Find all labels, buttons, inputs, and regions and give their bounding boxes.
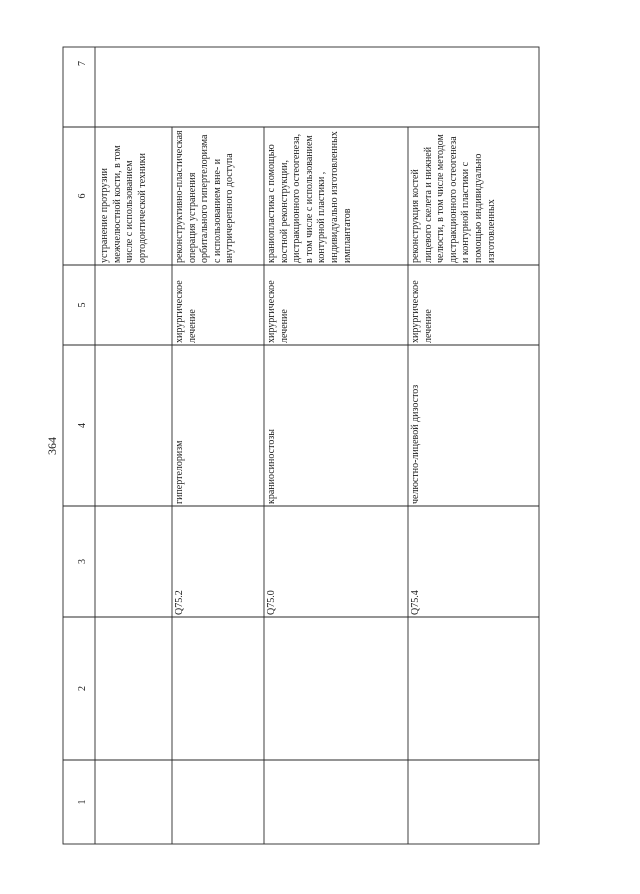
row-3-diagnosis: краниосиностозы [266, 429, 277, 504]
header-col-5: 5 [77, 302, 88, 308]
header-col-6: 6 [77, 193, 88, 199]
page-number: 364 [45, 437, 59, 455]
row-1-method: устранение протрузии межчелюстной кости, в том числе с использованием ортодонтической техники [99, 145, 148, 263]
row-3-code: Q75.0 [266, 590, 277, 615]
row-4-treatment-type: хирургическое лечение [410, 280, 434, 343]
row-2-method: реконструктивно-пластическая операция устранения орбитального гипертелоризма с использованием вне- и внутричерепного доступа [174, 130, 236, 263]
row-3-method: краниопластика с помощью костной реконструкции, дистракционного остеогенеза, в том числе с использованием контурной пластики , индивидуально изготовленных имплантатов [266, 131, 353, 263]
row-2-diagnosis: гипертелоризм [174, 440, 185, 504]
header-col-2: 2 [77, 686, 88, 691]
row-2-code: Q75.2 [174, 590, 185, 615]
row-2-treatment-type: хирургическое лечение [174, 280, 198, 343]
header-col-4: 4 [77, 423, 88, 428]
header-col-1: 1 [77, 799, 88, 805]
header-col-7: 7 [77, 61, 88, 66]
rotated-table-content [63, 0, 539, 844]
header-col-3: 3 [77, 559, 88, 564]
row-4-code: Q75.4 [410, 590, 421, 615]
row-4-diagnosis: челюстно-лицевой дизостоз [410, 384, 421, 504]
row-4-method: реконструкция костей лицевого скелета и нижней челюсти, в том числе методом дистракционного остеогенеза и контурной пластики с помощью индивидуально изготовленных [410, 134, 497, 263]
row-3-treatment-type: хирургическое лечение [266, 280, 290, 343]
